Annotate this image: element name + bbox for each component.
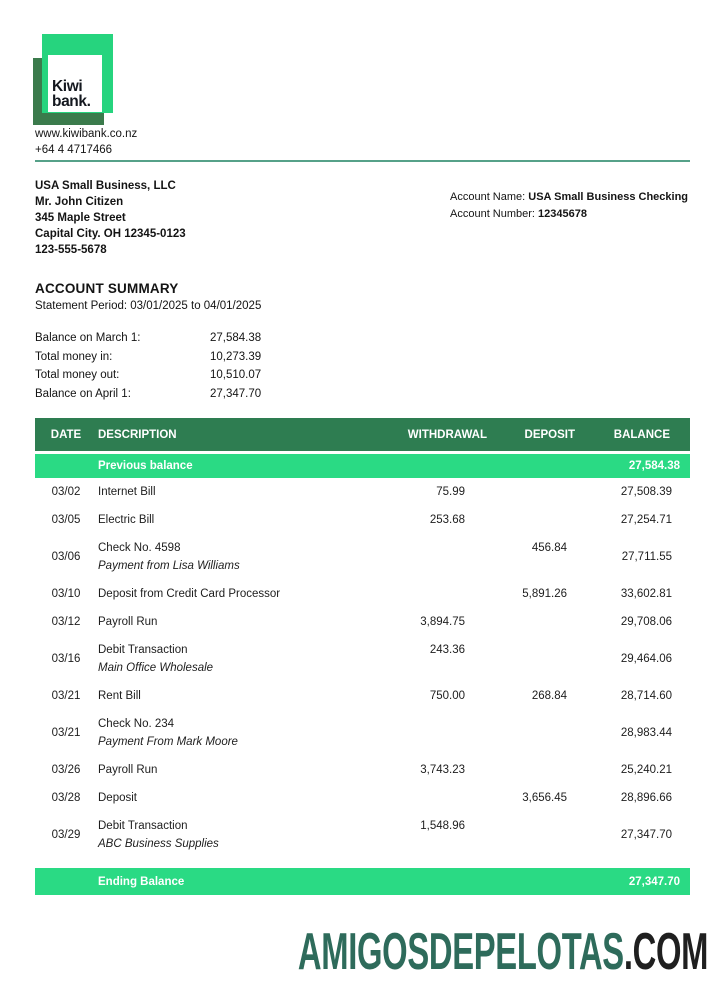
logo-wordmark-line1: Kiwi	[52, 78, 83, 95]
transaction-description	[97, 541, 327, 573]
summary-value: 27,347.70	[210, 387, 262, 400]
transaction-description-note: Payment From Mark Moore	[98, 736, 238, 748]
transaction-balance: 27,508.39	[620, 486, 672, 498]
account-name-value: USA Small Business Checking	[528, 191, 689, 203]
transaction-date: 03/29	[51, 829, 81, 841]
transaction-description	[97, 485, 327, 499]
transaction-balance: 27,347.70	[620, 829, 672, 841]
previous-balance-label: Previous balance	[98, 460, 193, 472]
transaction-description	[97, 763, 327, 777]
transaction-balance: 27,254.71	[620, 514, 672, 526]
account-number-value: 12345678	[538, 208, 587, 220]
transaction-balance: 29,464.06	[620, 653, 672, 665]
transaction-withdrawal: 3,743.23	[420, 764, 465, 776]
transaction-withdrawal: 750.00	[429, 690, 465, 702]
account-holder-line: Mr. John Citizen	[35, 196, 124, 208]
account-holder-line: Capital City. OH 12345-0123	[35, 228, 186, 240]
transaction-withdrawal: 3,894.75	[420, 616, 465, 628]
watermark-suffix: .COM	[623, 923, 708, 981]
header-divider	[35, 160, 690, 162]
summary-label: Total money in:	[35, 350, 113, 363]
transaction-balance: 25,240.21	[620, 764, 672, 776]
header-description: DESCRIPTION	[98, 428, 177, 441]
summary-row	[35, 329, 355, 348]
transaction-withdrawal: 253.68	[429, 514, 465, 526]
transaction-description-main: Check No. 4598	[98, 542, 181, 554]
transaction-row	[35, 812, 690, 858]
summary-value: 27,584.38	[210, 332, 262, 345]
transaction-row	[35, 756, 690, 784]
transaction-description-main: Internet Bill	[98, 486, 156, 498]
transaction-description-main: Payroll Run	[98, 764, 158, 776]
transaction-balance: 29,708.06	[620, 616, 672, 628]
transaction-date: 03/16	[51, 653, 81, 665]
summary-row	[35, 348, 355, 367]
transaction-date: 03/02	[51, 486, 81, 498]
account-holder-line: USA Small Business, LLC	[35, 180, 176, 192]
transaction-date: 03/21	[51, 690, 81, 702]
statement-period: Statement Period: 03/01/2025 to 04/01/2025	[35, 300, 262, 312]
bank-website: www.kiwibank.co.nz	[35, 128, 138, 140]
bank-phone: +64 4 4717466	[35, 144, 113, 156]
transaction-balance: 33,602.81	[620, 588, 672, 600]
transaction-description-main: Payroll Run	[98, 616, 158, 628]
transaction-date: 03/26	[51, 764, 81, 776]
transaction-description	[97, 717, 327, 749]
transaction-balance: 28,714.60	[620, 690, 672, 702]
account-number-row	[450, 206, 688, 223]
account-number-label: Account Number:	[450, 208, 539, 220]
transaction-date: 03/05	[51, 514, 81, 526]
transaction-date: 03/28	[51, 792, 81, 804]
ending-balance-value: 27,347.70	[628, 875, 680, 888]
summary-value: 10,510.07	[210, 369, 262, 382]
transaction-description	[97, 819, 327, 851]
transaction-description-main: Rent Bill	[98, 690, 141, 702]
transaction-withdrawal: 75.99	[436, 486, 465, 498]
header-withdrawal: WITHDRAWAL	[407, 428, 487, 441]
transaction-description	[97, 791, 327, 805]
transaction-row	[35, 608, 690, 636]
transaction-row	[35, 506, 690, 534]
summary-label: Balance on April 1:	[35, 387, 131, 400]
transaction-deposit: 5,891.26	[522, 588, 567, 600]
account-holder-block	[35, 178, 186, 258]
transaction-description	[97, 643, 327, 675]
transaction-description-main: Debit Transaction	[98, 644, 188, 656]
transaction-date: 03/12	[51, 616, 81, 628]
summary-row	[35, 366, 355, 385]
logo-white-face	[48, 55, 102, 112]
transaction-row	[35, 784, 690, 812]
transaction-row	[35, 580, 690, 608]
transaction-description-main: Debit Transaction	[98, 820, 188, 832]
transaction-withdrawal: 243.36	[429, 644, 465, 656]
ending-balance-label: Ending Balance	[98, 875, 185, 888]
transaction-date: 03/21	[51, 727, 81, 739]
kiwibank-logo	[33, 34, 114, 126]
transaction-description	[97, 587, 327, 601]
transaction-description-note: Main Office Wholesale	[98, 662, 214, 674]
transaction-description-main: Electric Bill	[98, 514, 155, 526]
transaction-description-main: Deposit from Credit Card Processor	[98, 588, 281, 600]
account-name-label: Account Name:	[450, 191, 529, 203]
header-deposit: DEPOSIT	[524, 428, 575, 441]
transaction-row	[35, 478, 690, 506]
transactions-table	[35, 418, 690, 895]
transaction-date: 03/06	[51, 551, 81, 563]
transaction-description-note: ABC Business Supplies	[98, 838, 219, 850]
transaction-withdrawal: 1,548.96	[420, 820, 465, 832]
account-holder-line: 345 Maple Street	[35, 212, 126, 224]
header-date: DATE	[50, 428, 82, 441]
transaction-description-main: Deposit	[98, 792, 137, 804]
transaction-row	[35, 682, 690, 710]
transaction-rows	[35, 478, 690, 858]
table-header-row	[35, 418, 690, 451]
transaction-row	[35, 710, 690, 756]
transaction-deposit: 3,656.45	[522, 792, 567, 804]
transaction-row	[35, 534, 690, 580]
previous-balance-value: 27,584.38	[628, 460, 680, 472]
transaction-deposit: 456.84	[531, 542, 567, 554]
previous-balance-row	[35, 454, 690, 478]
transaction-balance: 28,983.44	[620, 727, 672, 739]
transaction-description-note: Payment from Lisa Williams	[98, 560, 240, 572]
header-balance: BALANCE	[613, 428, 670, 441]
transaction-description	[97, 513, 327, 527]
transaction-balance: 27,711.55	[621, 551, 672, 563]
account-summary-table	[35, 329, 355, 403]
account-holder-line: 123-555-5678	[35, 244, 107, 256]
summary-label: Total money out:	[35, 369, 120, 382]
transaction-deposit: 268.84	[531, 690, 567, 702]
summary-row	[35, 385, 355, 404]
transaction-balance: 28,896.66	[620, 792, 672, 804]
transaction-description-main: Check No. 234	[98, 718, 175, 730]
summary-label: Balance on March 1:	[35, 332, 141, 345]
account-summary-title: ACCOUNT SUMMARY	[35, 281, 179, 296]
transaction-description	[97, 689, 327, 703]
watermark	[298, 922, 708, 982]
summary-value: 10,273.39	[210, 350, 262, 363]
account-name-row	[450, 189, 688, 206]
transaction-row	[35, 636, 690, 682]
transaction-description	[97, 615, 327, 629]
logo-wordmark	[52, 80, 90, 109]
transaction-date: 03/10	[51, 588, 81, 600]
logo-wordmark-line2: bank.	[52, 92, 91, 110]
watermark-main: AMIGOSDEPELOTAS	[297, 923, 624, 981]
ending-balance-row	[35, 868, 690, 895]
account-meta-block	[450, 189, 688, 223]
